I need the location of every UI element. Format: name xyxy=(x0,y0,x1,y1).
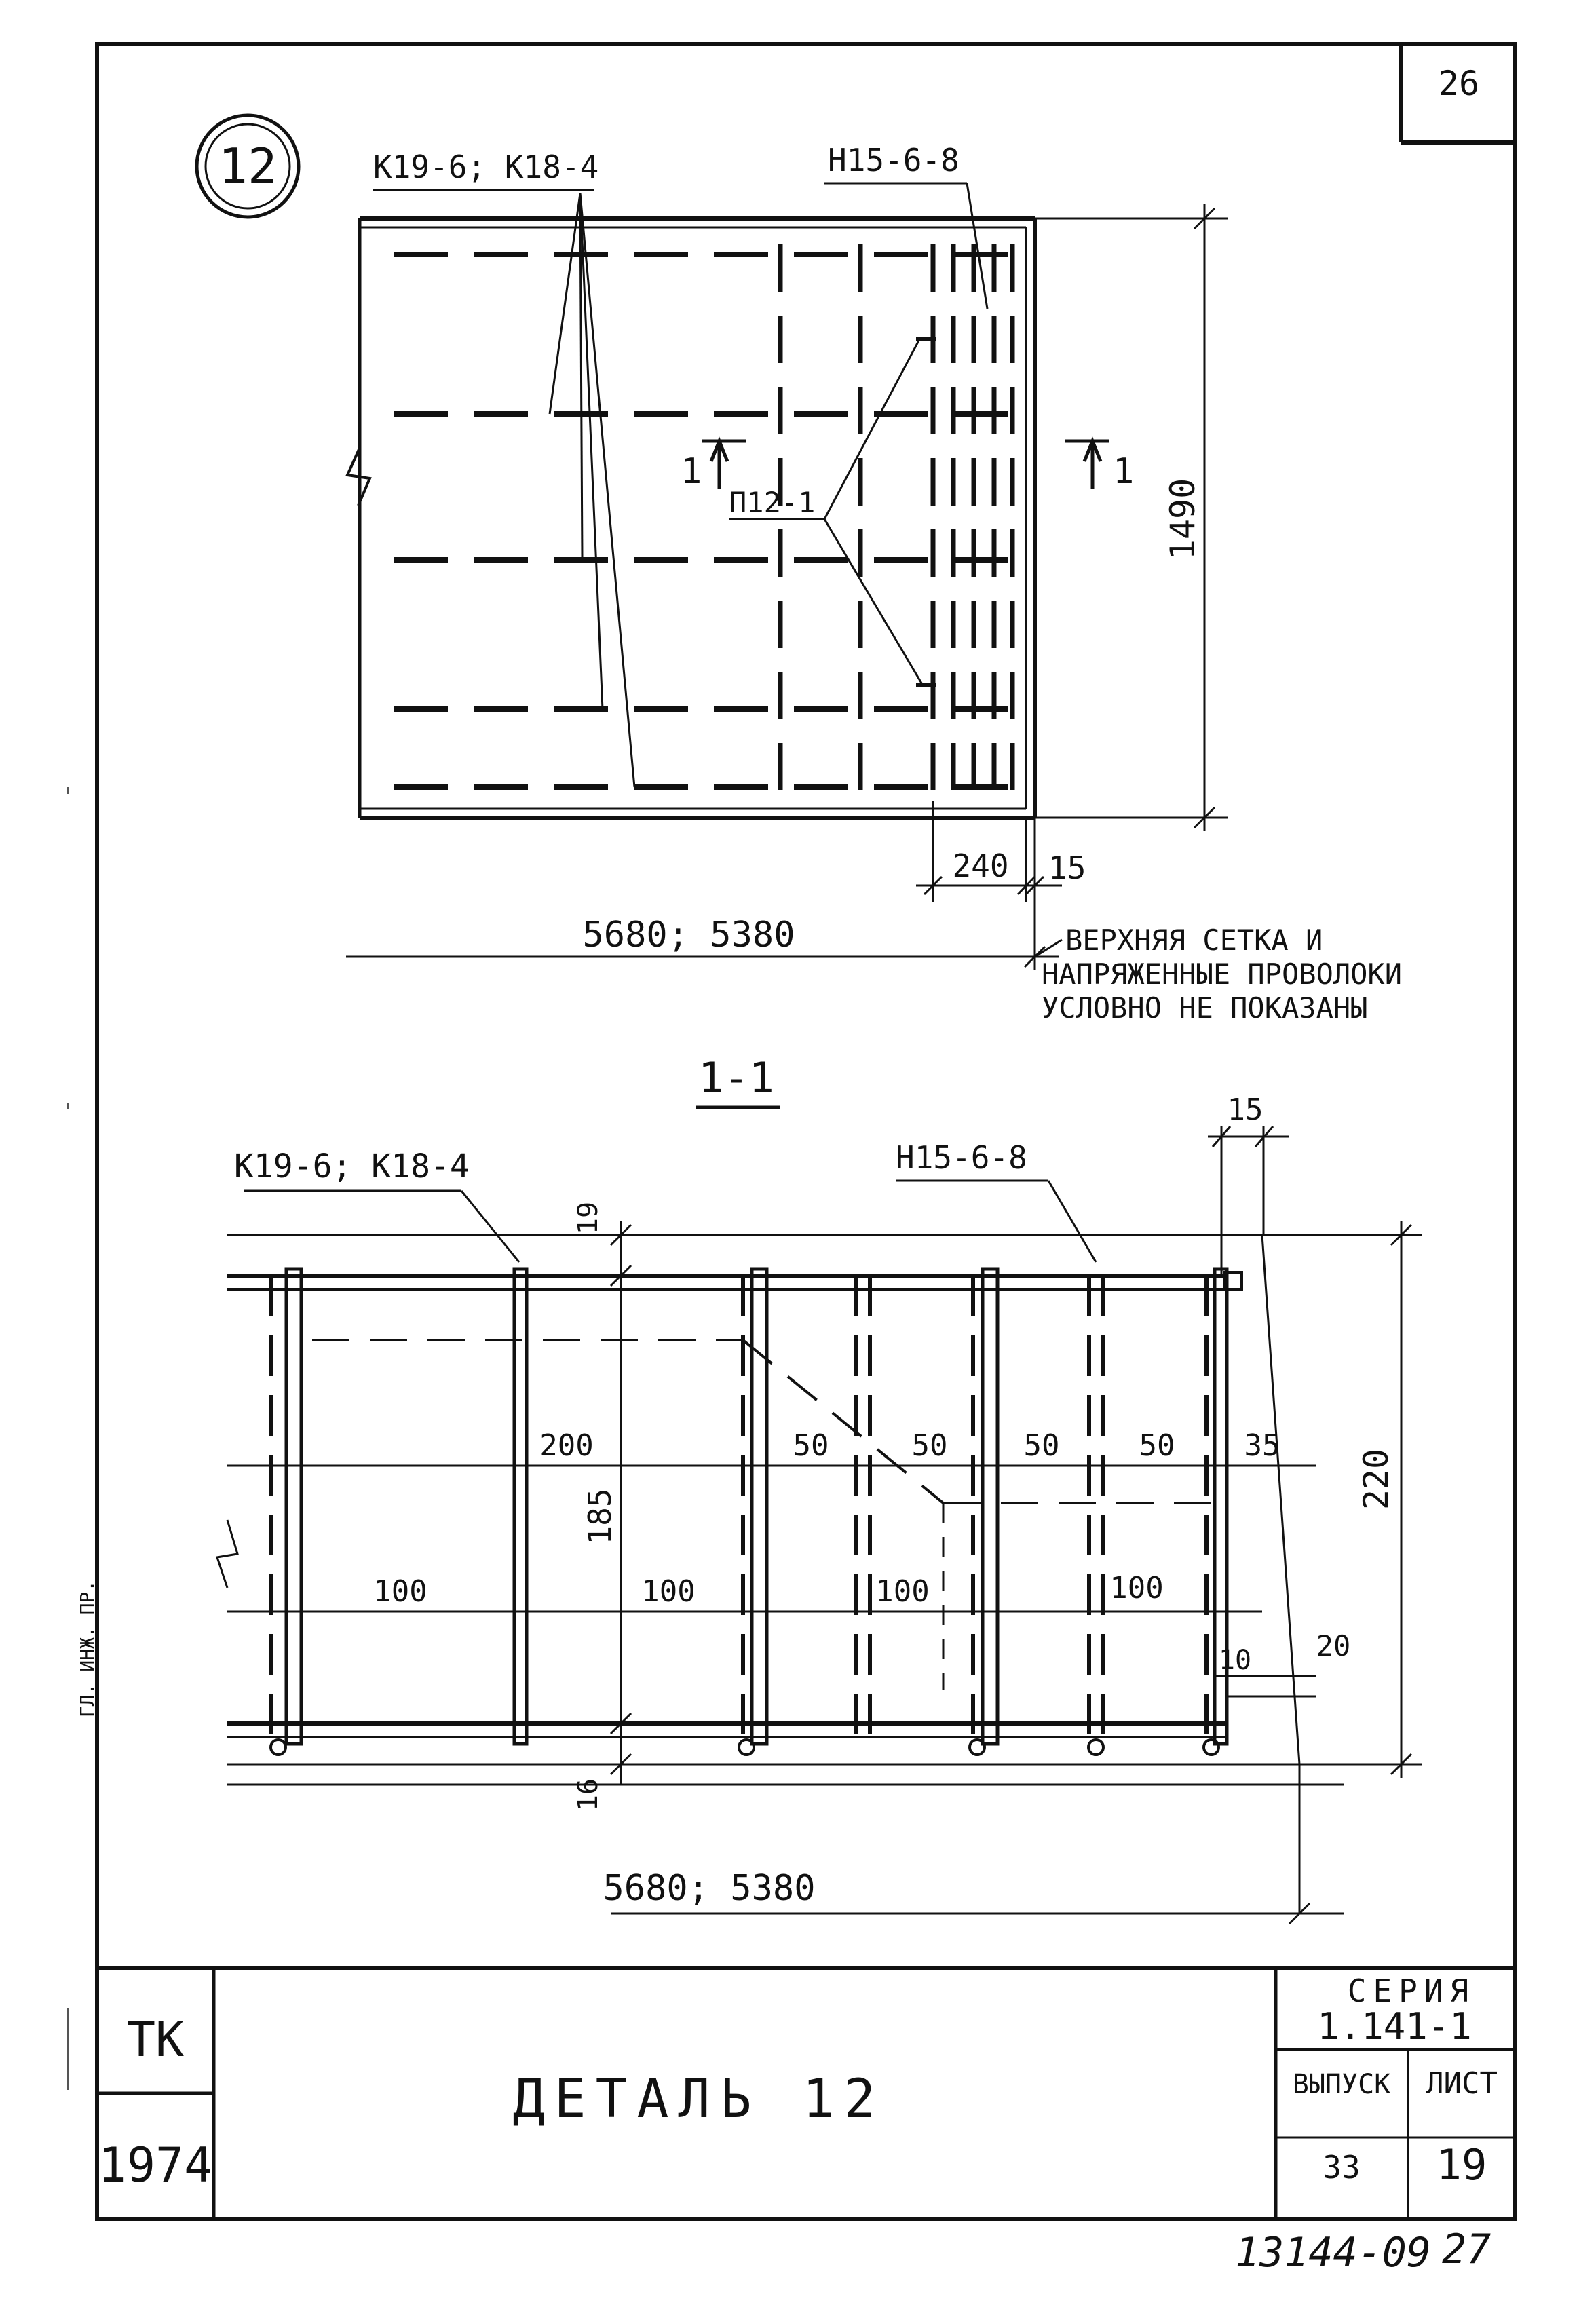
plan-note-line3: УСЛОВНО НЕ ПОКАЗАНЫ xyxy=(1042,991,1368,1025)
plan-note-leader xyxy=(1035,940,1062,957)
section-dim-15: 15 xyxy=(1227,1092,1263,1127)
title-block-series-value: 1.141-1 xyxy=(1317,2005,1472,2048)
section-dim-10: 10 xyxy=(1218,1645,1252,1676)
plan-dim-15: 15 xyxy=(1048,850,1086,886)
title-block-year: 1974 xyxy=(98,2137,213,2193)
plan-dim-240: 240 xyxy=(952,847,1009,884)
footer-number-extra: 27 xyxy=(1442,2226,1491,2273)
section-dim-100d: 100 xyxy=(1109,1571,1164,1605)
section-dim-20: 20 xyxy=(1316,1629,1351,1662)
section-dim-200: 200 xyxy=(539,1428,594,1463)
section-dim-35: 35 xyxy=(1244,1428,1280,1463)
title-block-series-label: СЕРИЯ xyxy=(1347,1973,1476,2009)
section-dim-185: 185 xyxy=(582,1488,618,1545)
section-dim-50b: 50 xyxy=(911,1428,948,1463)
section-dim-length: 5680; 5380 xyxy=(603,1868,816,1909)
section-title: 1-1 xyxy=(698,1053,774,1103)
section-dim-50c: 50 xyxy=(1023,1428,1060,1463)
section-dim-220: 220 xyxy=(1356,1448,1396,1510)
plan-section-mark-right: 1 xyxy=(1113,451,1135,492)
title-block-sheet-label: ЛИСТ xyxy=(1426,2066,1498,2101)
plan-dim-height: 1490 xyxy=(1163,478,1202,560)
page-number: 26 xyxy=(1438,64,1480,103)
section-label-frames: К19-6; К18-4 xyxy=(234,1147,470,1185)
side-stamp: ГЛ. ИНЖ. ПР. xyxy=(76,1580,98,1718)
detail-marker xyxy=(197,115,299,217)
plan-note-line1: ВЕРХНЯЯ СЕТКА И xyxy=(1065,923,1323,957)
section-dim-100b: 100 xyxy=(641,1574,696,1609)
section-dim-100a: 100 xyxy=(373,1574,427,1609)
title-block-org: ТК xyxy=(126,2012,185,2068)
section-dim-16: 16 xyxy=(573,1778,604,1812)
plan-view xyxy=(346,183,1228,970)
title-block-title: ДЕТАЛЬ 12 xyxy=(512,2069,886,2130)
title-block-sheet-value: 19 xyxy=(1436,2140,1487,2190)
plan-section-mark-left: 1 xyxy=(681,451,702,492)
plan-dim-length: 5680; 5380 xyxy=(582,915,795,955)
section-dim-100c: 100 xyxy=(875,1574,930,1609)
title-block-issue-value: 33 xyxy=(1323,2149,1361,2186)
section-dim-50d: 50 xyxy=(1139,1428,1175,1463)
title-block-issue-label: ВЫПУСК xyxy=(1292,2069,1391,2100)
section-view xyxy=(217,1126,1422,1924)
plan-label-loops: П12-1 xyxy=(729,486,816,519)
plan-label-mesh: Н15-6-8 xyxy=(828,142,959,178)
footer-number: 13144-09 xyxy=(1235,2229,1431,2277)
plan-label-frames: К19-6; К18-4 xyxy=(373,149,599,185)
section-dim-50a: 50 xyxy=(793,1428,829,1463)
detail-number: 12 xyxy=(218,138,278,195)
section-label-mesh: Н15-6-8 xyxy=(896,1139,1027,1176)
plan-note-line2: НАПРЯЖЕННЫЕ ПРОВОЛОКИ xyxy=(1042,957,1403,991)
section-dim-19: 19 xyxy=(573,1201,604,1235)
